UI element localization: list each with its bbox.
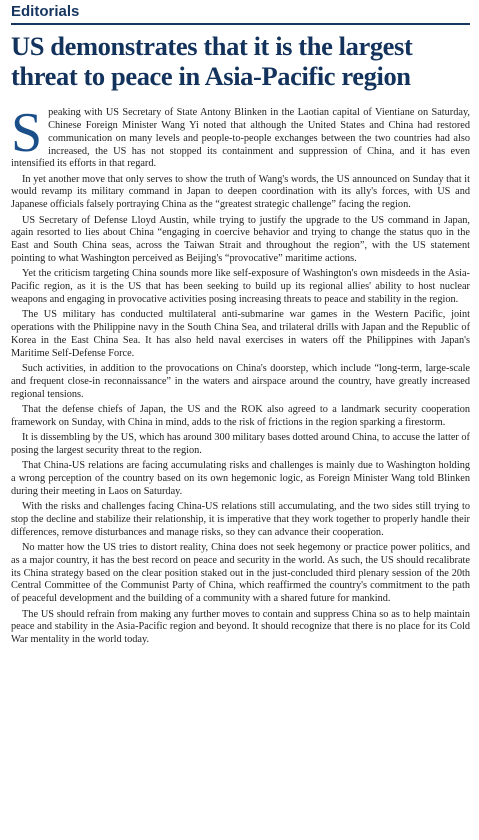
paragraph-7: That the defense chiefs of Japan, the US and the ROK also agreed to a landmark security cooperation framework on Sunday, with China in mind, adds to the risk of frictions in the region sparking a firestorm. [11, 403, 470, 428]
paragraph-8: It is dissembling by the US, which has around 300 military bases dotted around China, to accuse the latter of posing the largest security threat to the region. [11, 431, 470, 456]
article-body [11, 102, 470, 647]
paragraph-1-text: peaking with US Secretary of State Antony Blinken in the Laotian capital of Vientiane on Saturday, Chinese Foreign Minister Wang Yi noted that although the United States and China had restored communication on many levels and people-to-people exchanges between the two countries had also increased, the US has not stopped its containment and suppression of China, and it has even intensified its efforts in that regard. [11, 107, 470, 170]
paragraph-11: No matter how the US tries to distort reality, China does not seek hegemony or practice power politics, and as a major country, it has the best record on peace and security in the world. As such, the US should recalibrate its China strategy based on the clear position staked out in the just-concluded third plenary session of the 20th Central Committee of the Communist Party of China, which reaffirmed the country's commitment to the path of peaceful development and the building of a community with a shared future for mankind. [11, 541, 470, 605]
section-label: Editorials [11, 3, 80, 20]
paragraph-5: The US military has conducted multilateral anti-submarine war games in the Western Pacific, joint operations with the Philippine navy in the South China Sea, and trilateral drills with Japan and the Republic of Korea in the East China Sea. It has also held naval exercises in waters off the Philippines with Japan's Maritime Self-Defense Force. [11, 309, 470, 359]
paragraph-2: In yet another move that only serves to show the truth of Wang's words, the US announced on Sunday that it would revamp its military command in Japan to deepen coordination with its ally's forces, with US and Japanese officials falsely portraying China as the “greatest strategic challenge” facing the region. [11, 173, 470, 211]
paragraph-6: Such activities, in addition to the provocations on China's doorstep, which include “long-term, large-scale and frequent close-in reconnaissance” in the waters and airspace around the country, have greatly increased regional tensions. [11, 362, 470, 400]
paragraph-10: With the risks and challenges facing China-US relations still accumulating, and the two sides still trying to stop the decline and stabilize their relationship, it is imperative that they work together to properly handle their differences, remove disturbances and manage risks, so they can advance their cooperation. [11, 500, 470, 538]
paragraph-3: US Secretary of Defense Lloyd Austin, while trying to justify the upgrade to the US command in Japan, again resorted to lies about China “engaging in coercive behavior and trying to change the status quo in the East and South China seas, across the Taiwan Strait and throughout the region”, with the US statement pointing to what Washington perceived as Beijing's “provocative” maritime actions. [11, 214, 470, 265]
drop-cap: S [11, 102, 43, 164]
paragraph-9: That China-US relations are facing accumulating risks and challenges is mainly due to Washington holding a wrong perception of the country based on its own hegemonic logic, as Foreign Minister Wang told Blinken during their meeting in Laos on Saturday. [11, 460, 470, 497]
headline: US demonstrates that it is the largest threat to peace in Asia-Pacific region [11, 31, 413, 91]
paragraph-12: The US should refrain from making any further moves to contain and suppress China so as to help maintain peace and stability in the Asia-Pacific region and beyond. It should recognize that there is no place for its Cold War mentality in the world today. [11, 608, 470, 646]
section-divider [11, 23, 470, 25]
paragraph-1 [11, 102, 470, 171]
paragraph-4: Yet the criticism targeting China sounds more like self-exposure of Washington's own misdeeds in the Asia-Pacific region, as it is the US that has been seeking to build up its regional allies' ability to host nuclear weapons and engaging in provocative activities posing increasing threats to peace and stability in the region. [11, 268, 470, 305]
